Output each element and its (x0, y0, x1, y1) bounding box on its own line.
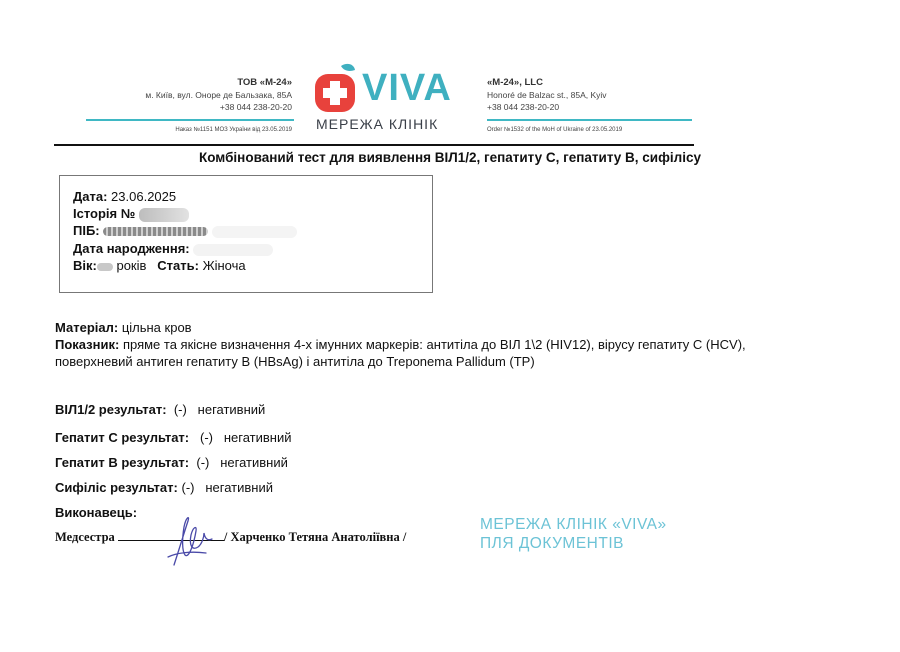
age-sex-row (73, 258, 246, 274)
document-title: Комбінований тест для виявлення ВІЛ1/2, гепатиту С, гепатиту В, сифілісу (198, 150, 702, 165)
result-sign: (-) (181, 480, 195, 495)
performer-name: / Харченко Тетяна Анатоліївна / (223, 530, 407, 544)
redacted-history (139, 208, 189, 222)
material-value: цільна кров (121, 320, 192, 335)
performer-row (55, 504, 137, 521)
result-sign: (-) (196, 455, 210, 470)
header-rule (54, 144, 694, 146)
address-en: Honoré de Balzac st., 85A, Kyiv (487, 90, 607, 100)
material-label: Матеріал: (55, 320, 119, 335)
phone-ua: +38 044 238-20-20 (219, 102, 292, 112)
result-value: негативний (197, 402, 266, 417)
order-ua: Наказ №1151 МОЗ України від 23.05.2019 (175, 127, 292, 133)
signature-row (55, 529, 406, 546)
logo-brand: VIVA (362, 67, 452, 109)
result-label: Гепатит В результат: (55, 455, 190, 470)
sex-label: Стать: (157, 258, 199, 273)
result-value: негативний (205, 480, 273, 495)
result-row (55, 401, 265, 418)
header-left (145, 76, 292, 113)
date-label: Дата: (73, 189, 108, 204)
indicator-value: пряме та якісне визначення 4-х імунних маркерів: антитіла до ВІЛ 1\2 (HIV12), вірусу гепатиту С (HCV), поверхневий антиген гепатиту В (HBsAg) і антитіла до Treponema Pallidum (TP) (55, 337, 746, 369)
result-label: Гепатит С результат: (55, 430, 190, 445)
name-label: ПІБ: (73, 223, 100, 238)
result-label: Сифіліс результат: (55, 480, 178, 495)
birth-label: Дата народження: (73, 241, 190, 256)
address-ua: м. Київ, вул. Оноре де Бальзака, 85А (145, 90, 292, 100)
logo-subtitle: МЕРЕЖА КЛІНІК (316, 116, 439, 132)
redacted-name-extra (212, 226, 297, 238)
handwritten-signature (160, 513, 216, 571)
result-value: негативний (220, 455, 288, 470)
phone-en: +38 044 238-20-20 (487, 102, 560, 112)
redacted-age (97, 263, 113, 271)
performer-label: Виконавець: (55, 505, 138, 520)
date-value: 23.06.2025 (111, 189, 177, 204)
age-label: Вік: (73, 258, 97, 273)
header-right (487, 76, 607, 113)
stamp-line-1: МЕРЕЖА КЛІНІК «VIVA» (480, 516, 667, 533)
birth-row (73, 241, 273, 257)
name-row (73, 223, 297, 239)
order-en: Order №1532 of the MoH of Ukraine of 23.05.2019 (487, 127, 623, 133)
patient-info-box (59, 175, 433, 293)
header-right-divider (487, 119, 692, 121)
result-label: ВІЛ1/2 результат: (55, 402, 167, 417)
age-suffix: років (116, 258, 147, 273)
indicator-label: Показник: (55, 337, 120, 352)
performer-position: Медсестра (55, 530, 115, 544)
result-row (55, 429, 291, 446)
clinic-logo-icon (313, 62, 359, 114)
history-row (73, 206, 189, 222)
date-row (73, 189, 176, 205)
result-sign: (-) (173, 402, 187, 417)
material-row (55, 319, 192, 336)
redacted-birthdate (193, 244, 273, 256)
redacted-name (103, 227, 208, 236)
clinic-stamp (480, 515, 667, 553)
sex-value: Жіноча (202, 258, 246, 273)
result-sign: (-) (199, 430, 213, 445)
company-name-ua: ТОВ «М-24» (237, 77, 292, 88)
history-label: Історія № (73, 206, 136, 221)
result-value: негативний (223, 430, 292, 445)
stamp-line-2: ПЛЯ ДОКУМЕНТІВ (480, 535, 624, 552)
result-row (55, 479, 273, 496)
result-row (55, 454, 288, 471)
header-left-divider (86, 119, 294, 121)
company-name-en: «M-24», LLC (487, 77, 543, 88)
indicator-row (55, 336, 755, 370)
